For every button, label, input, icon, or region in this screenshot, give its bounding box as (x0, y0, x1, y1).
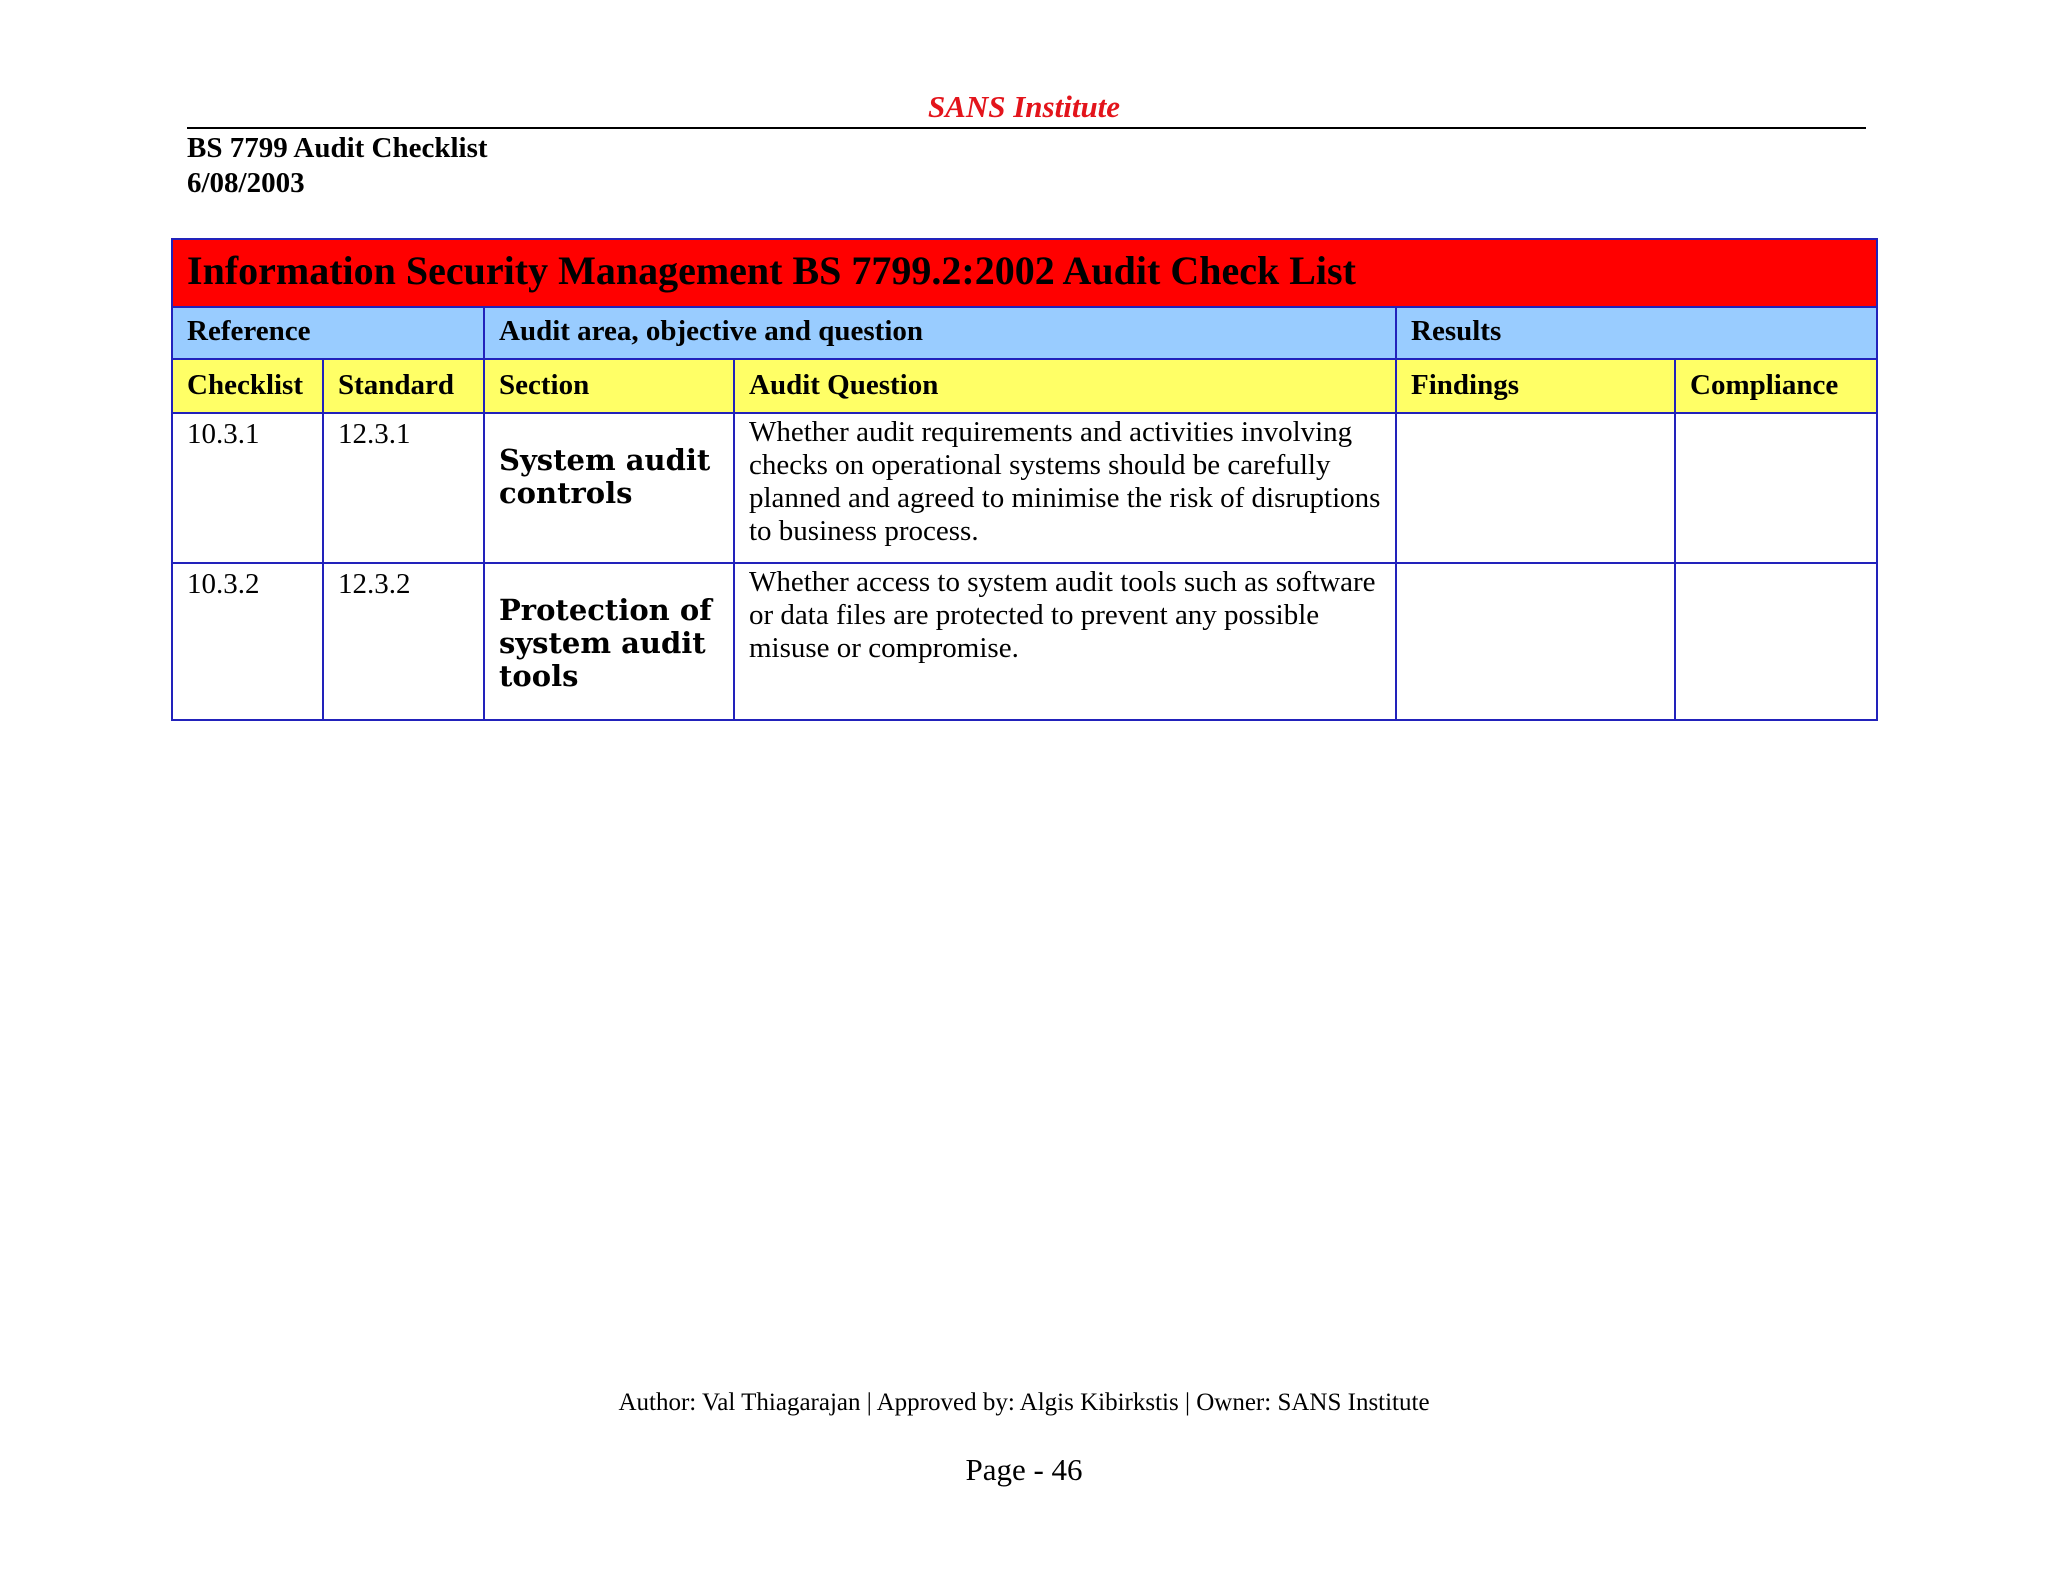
checklist-cell: 10.3.1 (172, 413, 323, 563)
audit-question-cell: Whether audit requirements and activities involving checks on operational systems should be carefully planned and agreed to minimise the risk of disruptions to business process. (734, 413, 1396, 563)
page-number: Page - 46 (965, 1452, 1083, 1487)
findings-cell[interactable] (1396, 413, 1675, 563)
institute-header: SANS Institute (927, 89, 1121, 124)
group-header-reference: Reference (172, 307, 484, 359)
column-header-section: Section (484, 359, 734, 413)
column-header-row (172, 359, 1877, 413)
findings-cell[interactable] (1396, 563, 1675, 720)
table-title: Information Security Management BS 7799.2:2002 Audit Check List (172, 239, 1877, 307)
column-header-audit-question: Audit Question (734, 359, 1396, 413)
standard-cell: 12.3.1 (323, 413, 484, 563)
column-header-standard: Standard (323, 359, 484, 413)
document-title: BS 7799 Audit Checklist (187, 132, 488, 164)
table-row (172, 413, 1877, 563)
group-header-row (172, 307, 1877, 359)
audit-checklist-table (171, 238, 1878, 721)
group-header-results: Results (1396, 307, 1877, 359)
section-cell: Protection of system audit tools (484, 563, 734, 720)
compliance-cell[interactable] (1675, 413, 1877, 563)
column-header-checklist: Checklist (172, 359, 323, 413)
document-meta (187, 131, 488, 201)
compliance-cell[interactable] (1675, 563, 1877, 720)
footer-author-line: Author: Val Thiagarajan | Approved by: Algis Kibirkstis | Owner: SANS Institute (618, 1389, 1430, 1416)
document-date: 6/08/2003 (187, 167, 305, 199)
section-cell: System audit controls (484, 413, 734, 563)
header-divider (187, 127, 1866, 129)
checklist-cell: 10.3.2 (172, 563, 323, 720)
column-header-compliance: Compliance (1675, 359, 1877, 413)
group-header-audit-area: Audit area, objective and question (484, 307, 1396, 359)
standard-cell: 12.3.2 (323, 563, 484, 720)
column-header-findings: Findings (1396, 359, 1675, 413)
table-title-row (172, 239, 1877, 307)
audit-question-cell: Whether access to system audit tools such as software or data files are protected to prevent any possible misuse or compromise. (734, 563, 1396, 720)
table-row (172, 563, 1877, 720)
